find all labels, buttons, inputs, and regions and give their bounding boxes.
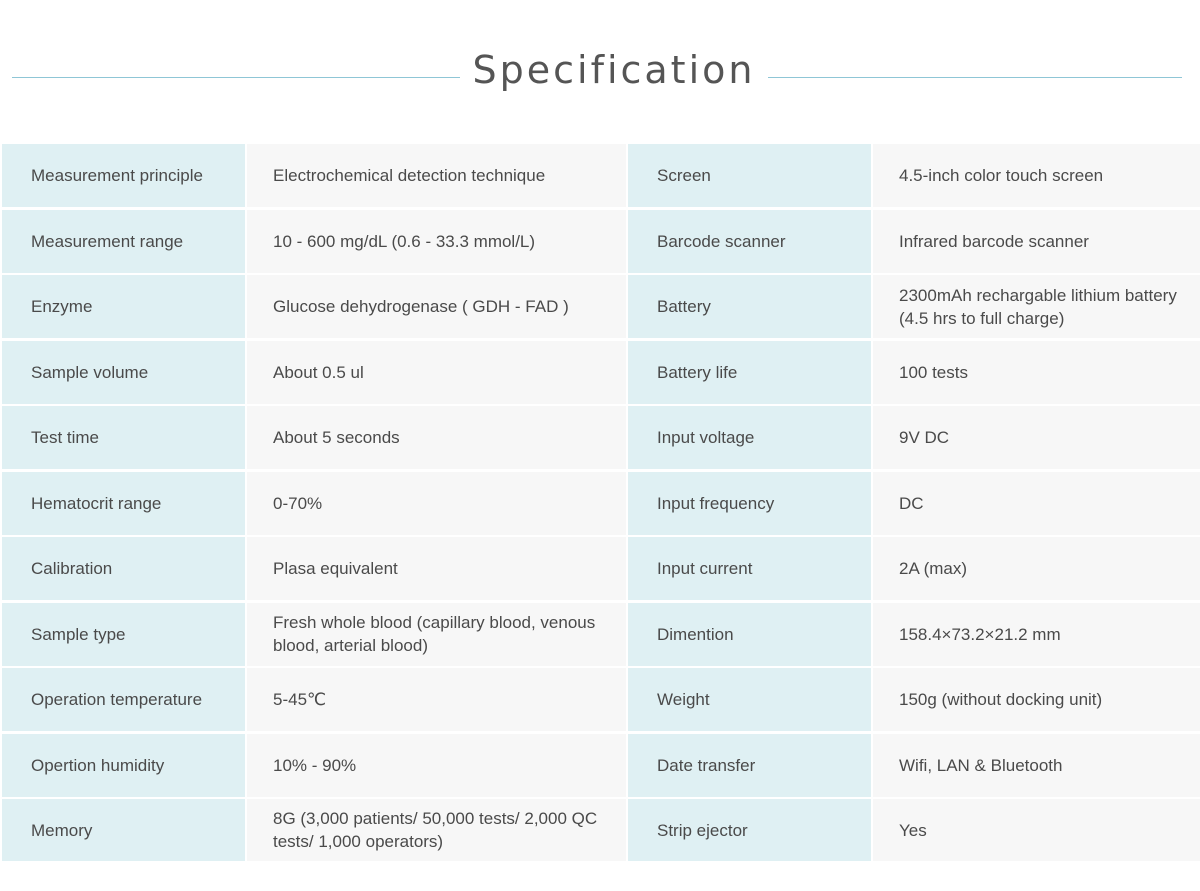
spec-value: Glucose dehydrogenase ( GDH - FAD ) (247, 275, 626, 338)
spec-label: Screen (628, 144, 871, 207)
spec-label: Date transfer (628, 734, 871, 797)
spec-label: Sample volume (2, 341, 245, 404)
spec-table (2, 144, 1198, 864)
spec-value: 4.5-inch color touch screen (873, 144, 1200, 207)
spec-value: Plasa equivalent (247, 537, 626, 600)
spec-value: 150g (without docking unit) (873, 668, 1200, 731)
spec-label: Battery (628, 275, 871, 338)
spec-value: 0-70% (247, 472, 626, 535)
spec-value: 100 tests (873, 341, 1200, 404)
spec-value: 10 - 600 mg/dL (0.6 - 33.3 mmol/L) (247, 210, 626, 273)
spec-value: About 0.5 ul (247, 341, 626, 404)
spec-label: Memory (2, 799, 245, 861)
spec-value: Fresh whole blood (capillary blood, venous blood, arterial blood) (247, 603, 626, 666)
header-divider-left (12, 77, 460, 78)
spec-label: Weight (628, 668, 871, 731)
spec-label: Battery life (628, 341, 871, 404)
spec-label: Sample type (2, 603, 245, 666)
spec-label: Opertion humidity (2, 734, 245, 797)
spec-value: Electrochemical detection technique (247, 144, 626, 207)
spec-value: DC (873, 472, 1200, 535)
spec-header (0, 40, 1200, 110)
spec-value: Infrared barcode scanner (873, 210, 1200, 273)
spec-label: Measurement range (2, 210, 245, 273)
spec-label: Test time (2, 406, 245, 469)
spec-value: 10% - 90% (247, 734, 626, 797)
spec-value: 5-45℃ (247, 668, 626, 731)
spec-label: Enzyme (2, 275, 245, 338)
spec-value: 8G (3,000 patients/ 50,000 tests/ 2,000 QC tests/ 1,000 operators) (247, 799, 626, 861)
spec-value: 9V DC (873, 406, 1200, 469)
spec-value: About 5 seconds (247, 406, 626, 469)
spec-value: 158.4×73.2×21.2 mm (873, 603, 1200, 666)
spec-value: Wifi, LAN & Bluetooth (873, 734, 1200, 797)
spec-label: Hematocrit range (2, 472, 245, 535)
spec-value: 2300mAh rechargable lithium battery (4.5 hrs to full charge) (873, 275, 1200, 338)
spec-label: Dimention (628, 603, 871, 666)
spec-label: Strip ejector (628, 799, 871, 861)
spec-label: Barcode scanner (628, 210, 871, 273)
header-divider-right (768, 77, 1182, 78)
spec-label: Measurement principle (2, 144, 245, 207)
spec-label: Input frequency (628, 472, 871, 535)
spec-value: Yes (873, 799, 1200, 861)
page-title: Specification (472, 48, 756, 92)
spec-label: Input voltage (628, 406, 871, 469)
spec-label: Operation temperature (2, 668, 245, 731)
spec-label: Input current (628, 537, 871, 600)
spec-value: 2A (max) (873, 537, 1200, 600)
spec-label: Calibration (2, 537, 245, 600)
